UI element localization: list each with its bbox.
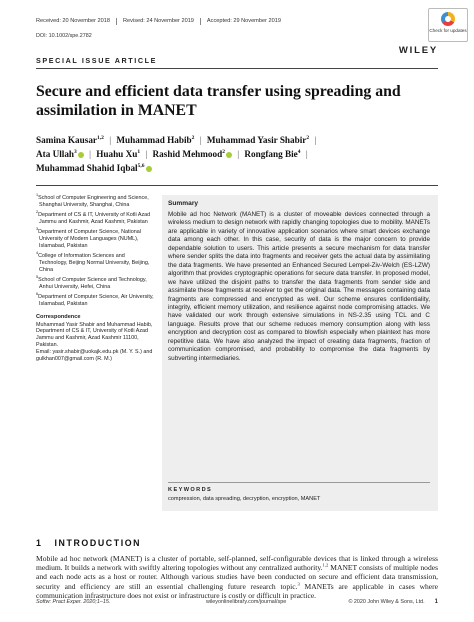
section-number: 1 [36,538,43,548]
keywords-heading: KEYWORDS [168,487,213,493]
page-footer [36,599,438,605]
author-name[interactable]: Muhammad Yasir Shabir [206,135,307,145]
author-name[interactable]: Rashid Mehmood [152,149,223,159]
check-for-updates-badge[interactable] [428,8,468,42]
author-separator: | [145,149,148,159]
affiliation: $^3$Department of Computer Science, National University of Modern Languages (NUML), Islamabad, Pakistan [36,227,141,249]
summary-text: Mobile ad hoc Network (MANET) is a cluster of moveable devices connected through a wireless medium to design network with rapidly changing topologies due to mobility. MANETs are applicable in variety of innovative application scenarios where smart devices exchange data among each other. In this case, security of data is the major concern to provide dependable solution to users. This article presents a secure mechanism for data transfer where sender splits the data into fragments and receiver gets the actual data by assimilating the data fragments. We have presented an Enhanced Secured Lempel-Ziv-Welch (ES-LZW) algorithm that provides cryptographic operations for secure data transfer. In proposed model, we have utilized the disjoint paths to transfer the data fragments from sender side and assimilate these fragments at receiver to get the original data. The messages containing data fragments are compressed and encrypted as well. Our scheme ensures confidentiality, integrity, efficient memory utilization, and resilience against node compromising attacks. We have validated our work through extensive simulations in NS-2.35 using TCL and C language. Results prove that our scheme reduces memory consumption along with less encryption and decryption cost as compared to blowfish especially when plaintext has more repetitive data. We have also analyzed the impact of creating data fragments, fraction of communication compromised, and probability to compromise the data fragments by subverting intermediaries. [168,211,430,362]
section-heading [36,538,141,548]
affiliation: $^5$School of Computer Science and Technology, Anhui University, Hefei, China [36,275,147,290]
abstract-box [162,195,438,511]
orcid-icon[interactable] [226,152,232,158]
author-name[interactable]: Ata Ullah [36,149,75,159]
author-affil-ref: 2 [222,148,225,155]
article-type: SPECIAL ISSUE ARTICLE [36,56,158,65]
author-separator: | [237,149,240,159]
page-number: 1 [434,599,438,605]
revised-date: Revised: 24 November 2019 [123,18,194,24]
publisher-logo: WILEY [398,45,438,56]
accepted-date: Accepted: 29 November 2019 [206,18,281,24]
author-name[interactable]: Rongfang Bie [244,149,298,159]
author-line [36,147,436,161]
author-affil-ref: 4 [297,148,301,155]
author-rule [36,185,438,186]
journal-url[interactable]: wileyonlinelibrary.com/journal/spe [206,599,287,605]
author-separator: | [305,149,308,159]
history-dates [36,18,281,25]
journal-citation: Softw: Pract Exper. 2020;1–15. [36,599,111,605]
summary-heading: Summary [168,200,199,207]
affiliation: $^1$School of Computer Engineering and Science, Shanghai University, Shanghai, China [36,193,149,208]
author-name[interactable]: Samina Kausar [36,135,98,145]
orcid-icon[interactable] [146,166,152,172]
author-line [36,161,436,175]
section-title: INTRODUCTION [54,538,142,548]
orcid-icon[interactable] [78,152,84,158]
author-affil-ref: 1 [137,148,141,155]
header-rule [36,68,438,69]
received-date: Received: 20 November 2018 [36,18,111,24]
author-separator: | [314,135,317,145]
author-affil-ref: 5,6 [137,162,145,169]
citation-link[interactable]: 1,2 [322,562,329,568]
body-paragraph: Mobile ad hoc network (MANET) is a cluster of portable, self-planned, self-configurable devices that is linked through a wireless medium. It builds a network with swiftly altering topologies without any centralized authority.$^{1,2}$ MANET consists of multiple nodes and each node acts as a host or router. Although various studies have been conducted on secure and efficient data transmission, security and efficiency are still an essential challenging future research topic.$^3$ MANETs are applicable in cases where communication infrastructure does not exist or infrastructure is costly or difficult in practice. [36,554,439,600]
author-separator: | [199,135,202,145]
author-line [36,133,436,147]
paper-title: Secure and efficient data transfer using spreading and assimilation in MANET [36,83,401,119]
author-affil-ref: 2 [306,134,310,141]
correspondence-text: Muhammad Yasir Shabir and Muhammad Habib, Department of CS & IT, University of Kotli Azad Jammu and Kashmir, Azad Kashmir 11100, Pakistan. Email: yasir.shabir@uokajk.edu.pk (M. Y. S.) and gulkhan007@gmail.com (R. M.) [36,321,153,363]
badge-label: Check for updates [429,28,467,33]
crossmark-icon [441,12,455,26]
doi[interactable]: DOI: 10.1002/spe.2782 [36,33,92,39]
author-affil-ref: 2 [191,134,195,141]
affiliation: $^4$College of Information Sciences and Technology, Beijing Normal University, Beijing, China [36,251,150,273]
date-separator [200,18,201,25]
author-name[interactable]: Muhammad Shahid Iqbal [36,163,138,173]
author-name[interactable]: Muhammad Habib [116,135,192,145]
affiliation: $^6$Department of Computer Science, Air University, Islamabad, Pakistan [36,292,154,307]
author-separator: | [89,149,91,159]
citation-link[interactable]: 3 [297,581,300,587]
affiliation: $^2$Department of CS & IT, University of Kotli Azad Jammu and Kashmir, Azad Kashmir, Pakistan [36,210,151,225]
keywords-text: compression, data spreading, decryption, encryption, MANET [168,496,321,502]
correspondence-heading: Correspondence [36,313,81,320]
keywords-rule [168,482,430,483]
affiliations [36,195,154,363]
author-name[interactable]: Huahu Xu [96,149,138,159]
date-separator [116,18,117,25]
author-affil-ref: 3 [74,148,77,155]
footer-right [348,599,438,605]
author-affil-ref: 1,2 [97,134,104,141]
copyright: © 2020 John Wiley & Sons, Ltd. [348,599,425,605]
author-separator: | [109,135,112,145]
author-list [36,133,436,175]
